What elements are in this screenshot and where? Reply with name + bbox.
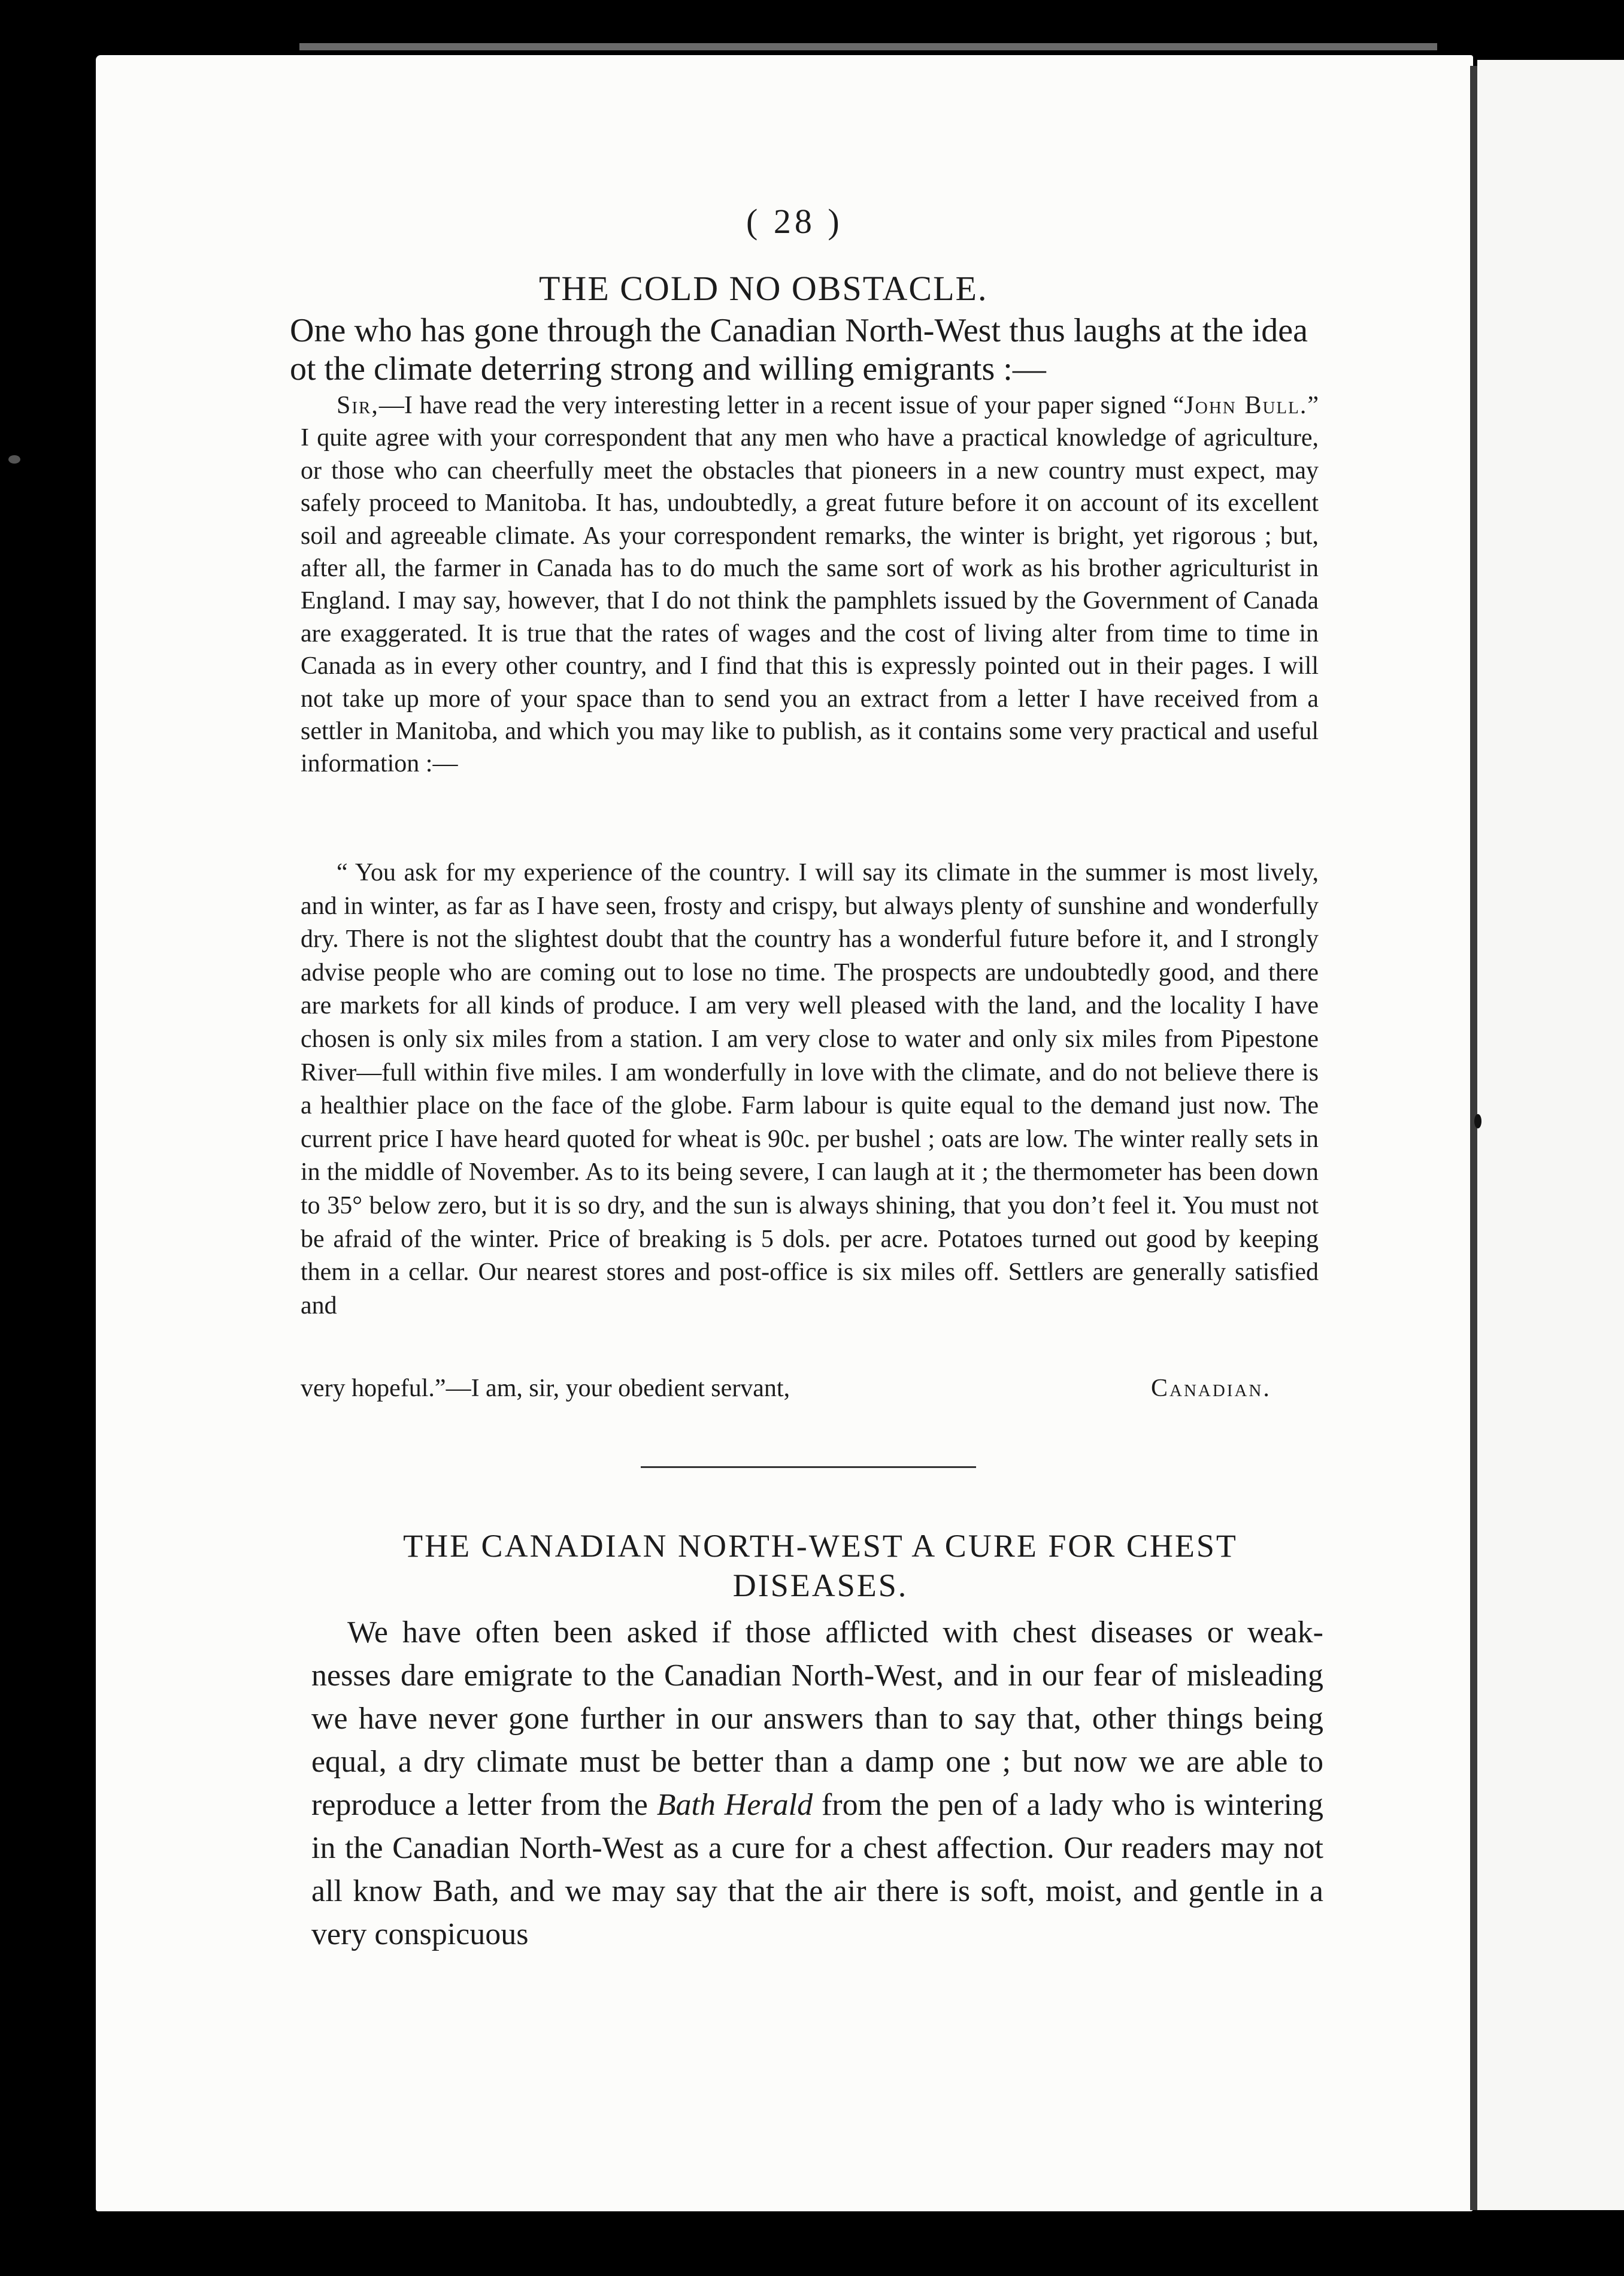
para2-text-start: We have often been asked if those afflicted with chest diseases or weak- nesses dare emigrate to the Canadian North-West, and in our fear of misleading we have never gone further in our answers than to say that, other things being equal, a dry climate must be better than a damp one ; but now we are able to reproduce a letter from the <box>311 1615 1323 1822</box>
page-gutter <box>1470 66 1477 2210</box>
letter-body-start: —I have read the very interesting letter in a recent issue of your paper signed “ <box>378 392 1184 419</box>
page-number: ( 28 ) <box>746 202 843 241</box>
letter-body-rest: ” I quite agree with your correspondent that any men who have a practical knowledge of agriculture, or those who can cheerfully meet the obstacles that pioneers in a new country must expect, may safely proceed to Manitoba. It has, undoubtedly, a great future before it on account of its excellent soil and agreeable climate. As your correspondent remarks, the winter is bright, yet rigorous ; but, after all, the farmer in Canada has to do much the same sort of work as his brother agriculturist in England. I may say, however, that I do not think the pamphlets issued by the Government of Canada are exaggerated. It is true that the rates of wages and the cost of living alter from time to time in Canada as in every other country, and I find that this is expressly pointed out in their pages. I will not take up more of your space than to send you an extract from a letter I have received from a settler in Manitoba, and which you may like to publish, as it contains some very practical and useful information :— <box>301 392 1319 778</box>
letter-salutation: Sir, <box>337 392 379 419</box>
correspondent-name: John Bull. <box>1184 392 1308 419</box>
signature: Canadian. <box>1151 1375 1271 1402</box>
scan-top-edge <box>299 43 1437 50</box>
publication-name: Bath Herald <box>656 1788 813 1822</box>
section-divider <box>641 1466 976 1468</box>
letter-signoff <box>301 1372 1319 1405</box>
section-heading-2: THE CANADIAN NORTH-WEST A CURE FOR CHEST DISEASES. <box>403 1528 1238 1603</box>
quoted-letter-text: “ You ask for my experience of the country. I will say its climate in the summer is most lively, and in winter, as far as I have seen, frosty and crispy, but always plenty of sunshine and wonderfully dry. There is not the slightest doubt that the country has a wonderful future before it, and I strongly advise people who are coming out to lose no time. The prospects are undoubtedly good, and there are markets for all kinds of produce. I am very well pleased with the land, and the locality I have chosen is only six miles from a station. I am very close to water and only six miles from Pipestone River—full within five miles. I am wonderfully in love with the climate, and do not believe there is a healthier place on the face of the globe. Farm labour is quite equal to the demand just now. The current price I have heard quoted for wheat is 90c. per bushel ; oats are low. The winter really sets in in the middle of November. As to its being severe, I can laugh at it ; the thermometer has been down to 35° below zero, but it is so dry, and the sun is always shining, that you don’t feel it. You must not be afraid of the winter. Price of breaking is 5 dols. per acre. Potatoes turned out good by keeping them in a cellar. Our nearest stores and post-office is six miles off. Settlers are generally satisfied and <box>301 859 1319 1319</box>
section-heading: THE COLD NO OBSTACLE. <box>539 269 988 308</box>
letter-paragraph <box>301 389 1319 780</box>
scan-speck <box>8 455 20 464</box>
quoted-letter <box>301 856 1319 1322</box>
facing-page <box>1477 60 1624 2210</box>
chest-diseases-paragraph <box>311 1611 1323 1956</box>
para2-text-end: from the pen of a lady who is wintering in the Canadian North-West as a cure for a chest affection. Our readers may not all know Bath, and we may say that the air there is soft, moist, and gentle in a very conspicuous <box>311 1788 1323 1951</box>
intro-paragraph: One who has gone through the Canadian North-West thus laughs at the idea ot the climate deterring strong and willing emigrants :— <box>290 312 1308 388</box>
scan-speck <box>1474 1114 1481 1128</box>
signoff-text: very hopeful.”—I am, sir, your obedient servant, <box>301 1375 790 1402</box>
